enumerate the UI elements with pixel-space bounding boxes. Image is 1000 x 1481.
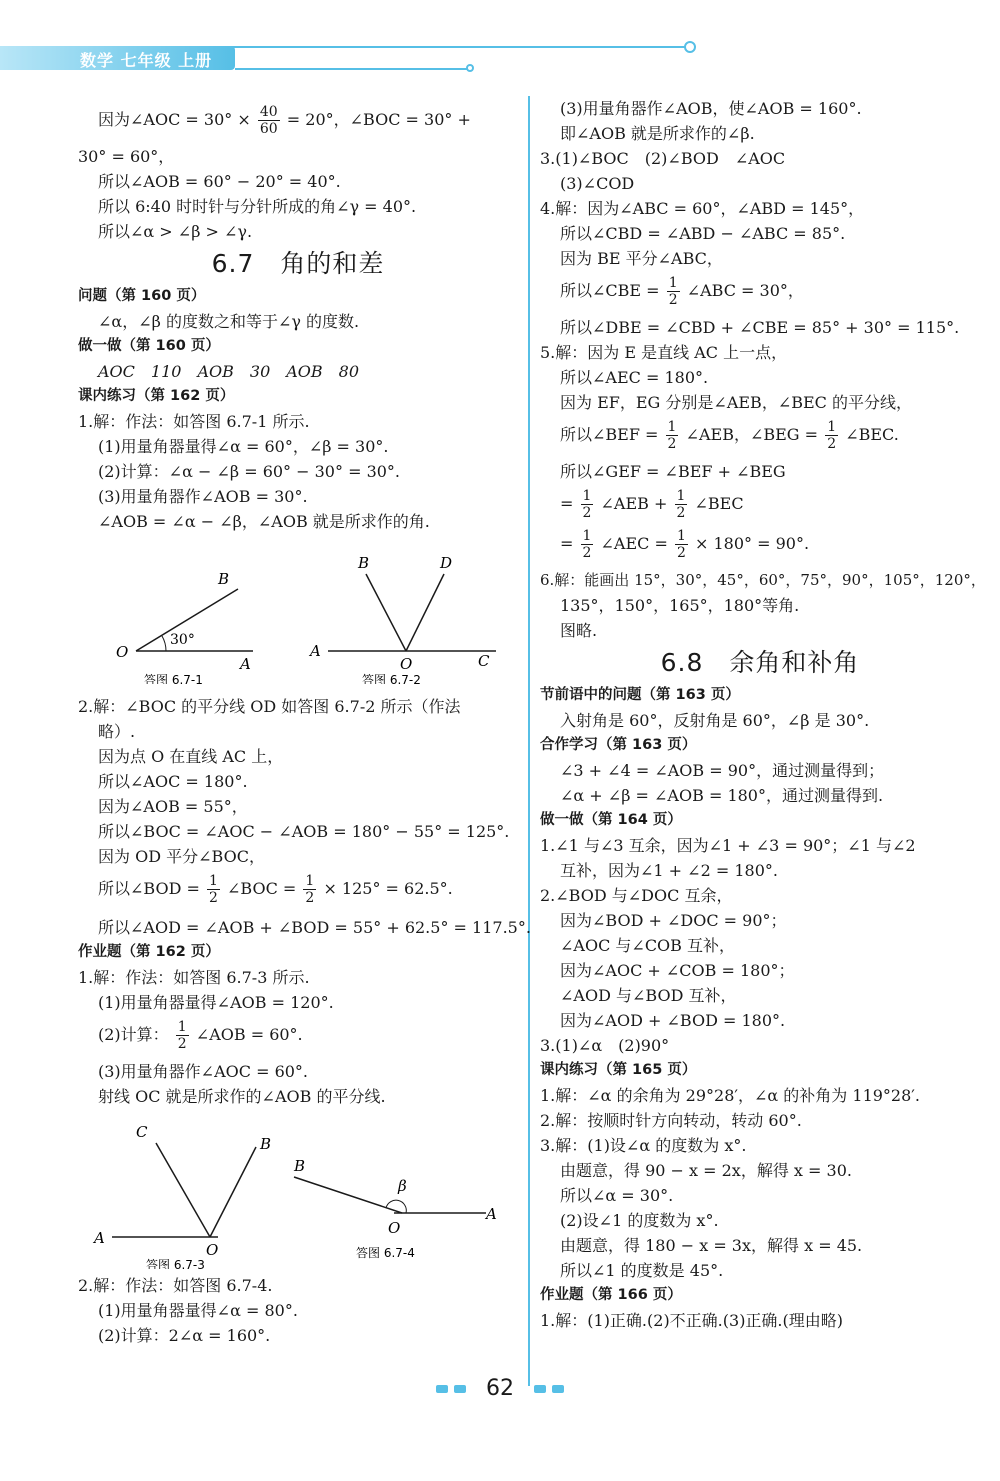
numerator: 1 (209, 873, 218, 889)
label-O: O (116, 643, 129, 661)
subsection-heading: 课内练习（第 165 页） (540, 1062, 697, 1078)
page-number-text: 62 (486, 1376, 514, 1401)
header-dot (684, 41, 696, 53)
fraction (581, 528, 594, 561)
text-line: (3)用量角器作∠AOB = 30°. (98, 487, 308, 506)
text-line: ∠AOB = ∠α − ∠β，∠AOB 就是所求作的角. (98, 512, 430, 531)
text: ∠AEB + (600, 494, 668, 513)
fraction (581, 488, 594, 521)
fraction (303, 873, 316, 906)
label-A: A (310, 642, 321, 660)
text: 所以∠BOD = (98, 879, 200, 898)
text-line: 135°，150°，165°，180°等角. (560, 596, 800, 615)
text-line: 所以∠GEF = ∠BEF + ∠BEG (560, 462, 786, 481)
text-line (540, 484, 980, 524)
denominator: 2 (177, 1036, 187, 1052)
text-line: 30° = 60°， (78, 147, 175, 166)
figure-6-7-3 (88, 1113, 288, 1269)
label-C: C (136, 1123, 148, 1141)
label-beta: β (398, 1177, 407, 1195)
subsection-heading: 作业题（第 166 页） (540, 1287, 682, 1303)
text: = 20°，∠BOC = 30° + (286, 110, 471, 129)
text-line: ∠α + ∠β = ∠AOB = 180°，通过测量得到. (560, 786, 884, 805)
denominator: 2 (582, 545, 592, 561)
page-number-decoration (436, 1385, 448, 1393)
text-line: (3)用量角器作∠AOC = 60°. (98, 1062, 309, 1081)
text-line: 2.解：作法：如答图 6.7-4. (78, 1276, 273, 1295)
right-column (540, 96, 986, 1333)
subsection-heading: 节前语中的问题（第 163 页） (540, 687, 740, 703)
text-line: ∠AOD 与∠BOD 互补， (560, 986, 737, 1005)
section-title: 余角和补角 (729, 648, 860, 677)
numerator: 1 (676, 528, 686, 544)
text-line: 入射角是 60°，反射角是 60°，∠β 是 30°. (560, 711, 870, 730)
page-number (0, 1376, 1000, 1401)
numerator: 1 (582, 488, 592, 504)
text: = (560, 494, 574, 513)
figure-caption: 答图 6.7-2 (362, 673, 421, 684)
section-heading-6-7 (78, 244, 518, 284)
section-number: 6.7 (211, 249, 255, 278)
denominator: 2 (827, 436, 837, 452)
text-line: 1.解：作法：如答图 6.7-3 所示. (78, 968, 310, 987)
text: × 180° = 90°. (695, 534, 810, 553)
text-line: 所以∠AOD = ∠AOB + ∠BOD = 55° + 62.5° = 117.5°. (98, 918, 531, 937)
text-line: 6.解：能画出 15°，30°，45°，60°，75°，90°，105°，120°， (540, 571, 986, 589)
subsection-heading: 课内练习（第 162 页） (78, 388, 235, 404)
numerator: 1 (667, 419, 677, 435)
text-line: 3.(1)∠BOC (2)∠BOD ∠AOC (540, 149, 786, 168)
text: 所以∠BEF = (560, 425, 659, 444)
section-title: 角的和差 (280, 249, 385, 278)
numerator: 1 (827, 419, 837, 435)
text: 所以∠CBE = (560, 281, 660, 300)
subsection-heading: 合作学习（第 163 页） (540, 737, 697, 753)
angle-label: 30° (170, 632, 195, 648)
label-A: A (94, 1229, 105, 1247)
text-line: 所以∠1 的度数是 45°. (560, 1261, 724, 1280)
text-line: 所以∠AEC = 180°. (560, 368, 709, 387)
text-line: 所以∠BOC = ∠AOC − ∠AOB = 180° − 55° = 125°. (98, 822, 510, 841)
fraction (207, 873, 220, 906)
figure-row-2 (78, 1109, 518, 1269)
section-heading-6-8 (540, 643, 980, 683)
label-A: A (240, 655, 251, 673)
text-line: 因为点 O 在直线 AC 上， (98, 747, 284, 766)
left-column (78, 98, 531, 1348)
label-B: B (218, 570, 230, 588)
text: ∠AOB = 60°. (195, 1025, 303, 1044)
section-number: 6.8 (660, 648, 704, 677)
text-line (78, 98, 518, 142)
subsection-heading: 做一做（第 160 页） (78, 338, 220, 354)
text-line: 所以∠DBE = ∠CBD + ∠CBE = 85° + 30° = 115°. (560, 318, 960, 337)
text-line: 所以∠α > ∠β > ∠γ. (98, 222, 253, 241)
text-line: 因为 OD 平分∠BOC， (98, 847, 265, 866)
text-line: 所以∠α = 30°. (560, 1186, 674, 1205)
text: ∠BEC. (845, 425, 899, 444)
page-number-decoration (552, 1385, 564, 1393)
text-line: (3)用量角器作∠AOB，使∠AOB = 160°. (560, 99, 862, 118)
page-header (0, 36, 700, 78)
text: × 125° = 62.5°. (323, 879, 453, 898)
text: ∠BEC (694, 494, 744, 513)
denominator: 2 (305, 890, 315, 906)
text-line: 因为∠AOB = 55°， (98, 797, 248, 816)
text-line: 3.解：(1)设∠α 的度数为 x°. (540, 1136, 747, 1155)
fraction (825, 419, 838, 452)
denominator: 2 (668, 292, 678, 308)
text-line: 略）. (98, 722, 136, 741)
numerator: 40 (259, 104, 278, 120)
text: ∠BOC = (227, 879, 297, 898)
text-line: (2)计算：2∠α = 160°. (98, 1326, 271, 1345)
text-line: (2)计算：∠α − ∠β = 60° − 30° = 30°. (98, 462, 401, 481)
text-line: 所以∠CBD = ∠ABD − ∠ABC = 85°. (560, 224, 846, 243)
text: ∠ABC = 30°， (686, 281, 804, 300)
text-line: 所以 6:40 时时针与分针所成的角∠γ = 40°. (98, 197, 417, 216)
text-line: 所以∠AOB = 60° − 20° = 40°. (98, 172, 341, 191)
text-line (78, 869, 518, 909)
text-line: 5.解：因为 E 是直线 AC 上一点， (540, 343, 788, 362)
text-line: (1)用量角器量得∠α = 80°. (98, 1301, 298, 1320)
text-line: 射线 OC 就是所求作的∠AOB 的平分线. (98, 1087, 386, 1106)
text: = (560, 534, 574, 553)
denominator: 2 (582, 505, 592, 521)
text-line: 1.解：∠α 的余角为 29°28′，∠α 的补角为 119°28′. (540, 1086, 921, 1105)
text-line: 4.解：因为∠ABC = 60°，∠ABD = 145°， (540, 199, 865, 218)
text-line: 3.(1)∠α (2)90° (540, 1036, 670, 1055)
text: 因为∠AOC = 30° × (98, 110, 251, 129)
text-line (540, 415, 980, 455)
text-line: 即∠AOB 就是所求作的∠β. (560, 124, 755, 143)
text-line: 因为 BE 平分∠ABC， (560, 249, 723, 268)
text: ∠AEB，∠BEG = (685, 425, 819, 444)
label-C: C (478, 652, 490, 670)
text-line: 2.∠BOD 与∠DOC 互余， (540, 886, 733, 905)
text-line: (1)用量角器量得∠AOB = 120°. (98, 993, 334, 1012)
label-B: B (260, 1135, 272, 1153)
text-line: 1.解：(1)正确.(2)不正确.(3)正确.(理由略) (540, 1311, 844, 1330)
text-line: (2)设∠1 的度数为 x°. (560, 1211, 719, 1230)
text-line: 因为 EF，EG 分别是∠AEB，∠BEC 的平分线， (560, 393, 912, 412)
label-D: D (440, 554, 453, 572)
label-O: O (206, 1241, 219, 1259)
text-line: 由题意，得 180 − x = 3x，解得 x = 45. (560, 1236, 863, 1255)
label-O: O (400, 655, 413, 673)
page-number-decoration (534, 1385, 546, 1393)
numerator: 1 (305, 873, 315, 889)
text: ∠AEC = (600, 534, 668, 553)
fraction (675, 488, 688, 521)
figure-caption: 答图 6.7-1 (144, 673, 203, 684)
page-number-decoration (454, 1385, 466, 1393)
header-rule-lower (235, 68, 470, 70)
numerator: 1 (676, 488, 686, 504)
numerator: 1 (582, 528, 592, 544)
subsection-heading: 作业题（第 162 页） (78, 944, 220, 960)
text: (2)计算： (98, 1025, 169, 1044)
text-line: 因为∠AOC + ∠COB = 180°； (560, 961, 795, 980)
subsection-heading: 做一做（第 164 页） (540, 812, 682, 828)
text-line (78, 1015, 518, 1055)
column-divider (528, 96, 530, 1386)
text-line: 互补，因为∠1 + ∠2 = 180°. (560, 861, 778, 880)
text-line (540, 271, 980, 311)
fraction (667, 275, 680, 308)
header-dot (466, 64, 474, 72)
text-line: 因为∠BOD + ∠DOC = 90°； (560, 911, 787, 930)
figure-caption: 答图 6.7-3 (146, 1258, 205, 1269)
text-line: 因为∠AOD + ∠BOD = 180°. (560, 1011, 786, 1030)
text-line: 1.解：作法：如答图 6.7-1 所示. (78, 412, 310, 431)
subsection-heading: 问题（第 160 页） (78, 288, 206, 304)
text-line (540, 524, 980, 564)
figure-caption: 答图 6.7-4 (356, 1246, 415, 1260)
text-line: 2.解：∠BOC 的平分线 OD 如答图 6.7-2 所示（作法 (78, 697, 461, 716)
label-O: O (388, 1219, 401, 1237)
figure-6-7-4 (290, 1157, 510, 1269)
text-line: 2.解：按顺时针方向转动，转动 60°. (540, 1111, 802, 1130)
text-line: ∠AOC 与∠COB 互补， (560, 936, 736, 955)
text-line: 1.∠1 与∠3 互余，因为∠1 + ∠3 = 90°；∠1 与∠2 (540, 836, 916, 855)
figure-6-7-2 (306, 534, 506, 684)
fraction (176, 1019, 189, 1052)
denominator: 2 (667, 436, 677, 452)
text-line: 图略. (560, 621, 598, 640)
text-line: ∠α，∠β 的度数之和等于∠γ 的度数. (98, 312, 360, 331)
denominator: 2 (676, 505, 686, 521)
figure-6-7-1 (108, 544, 268, 684)
fraction (666, 419, 679, 452)
text-line: ∠3 + ∠4 = ∠AOB = 90°，通过测量得到； (560, 761, 885, 780)
denominator: 2 (209, 890, 218, 906)
figure-row-1 (78, 534, 518, 684)
text-line: (1)用量角器量得∠α = 60°，∠β = 30°. (98, 437, 389, 456)
label-B: B (358, 554, 370, 572)
text-line: (3)∠COD (560, 174, 635, 193)
numerator: 1 (177, 1019, 187, 1035)
book-title: 数学 七年级 上册 (80, 51, 213, 70)
denominator: 60 (259, 121, 278, 137)
fraction (675, 528, 688, 561)
label-A: A (486, 1205, 497, 1223)
text-line: 由题意，得 90 − x = 2x，解得 x = 30. (560, 1161, 852, 1180)
numerator: 1 (668, 275, 678, 291)
label-B: B (294, 1157, 306, 1175)
denominator: 2 (676, 545, 686, 561)
fraction (258, 104, 280, 137)
text-line: AOC 110 AOB 30 AOB 80 (98, 362, 360, 381)
text-line: 所以∠AOC = 180°. (98, 772, 248, 791)
